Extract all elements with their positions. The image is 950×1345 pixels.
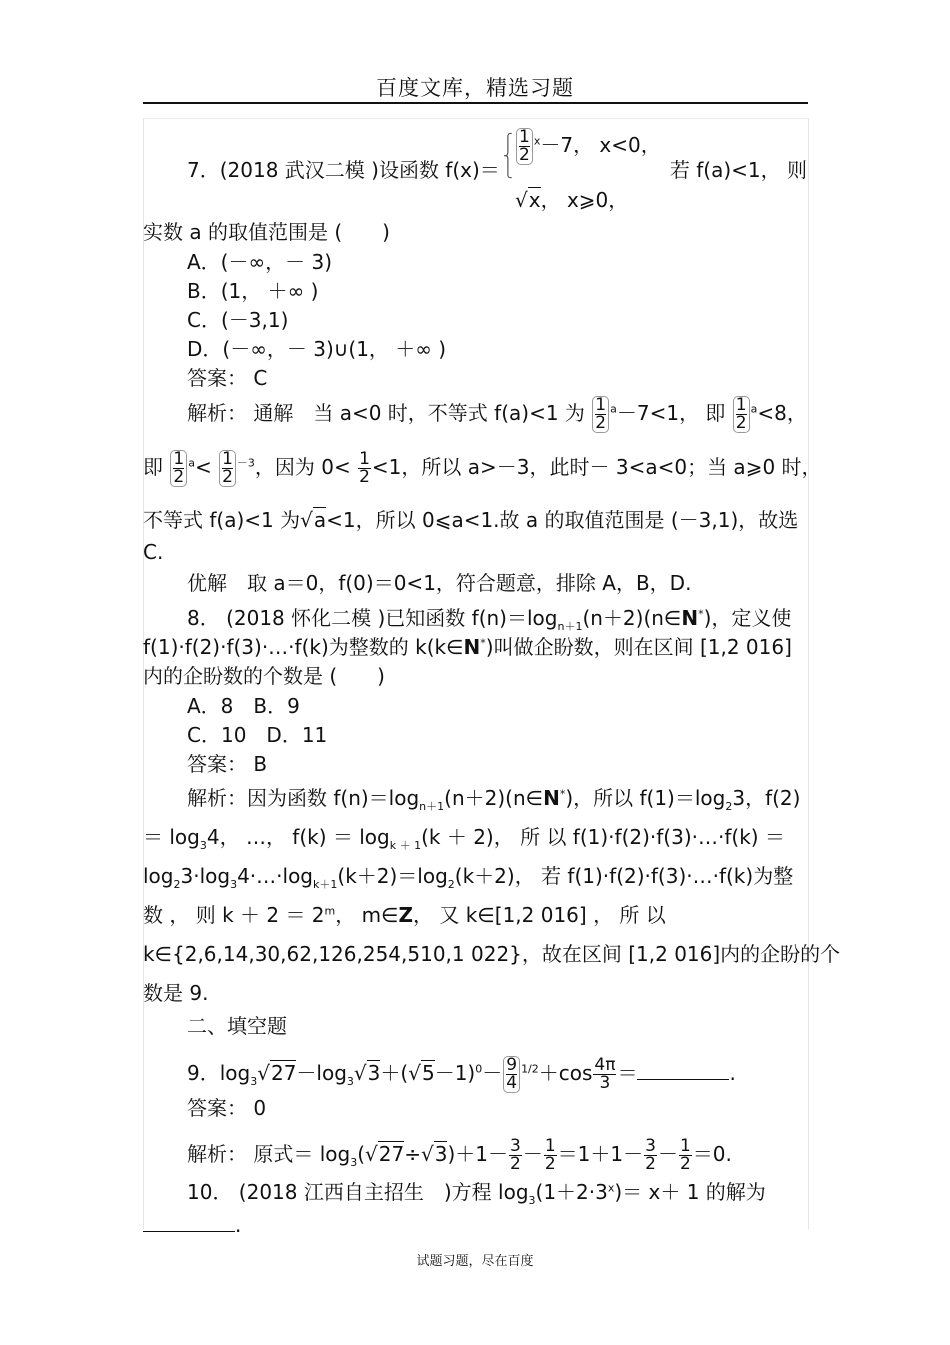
page-header: 百度文库，精选习题 xyxy=(376,76,574,100)
section-title-fill-in: 二、填空题 xyxy=(187,1014,287,1038)
q7-answer: 答案： C xyxy=(187,366,268,390)
q7-option-c: C．(－3,1) xyxy=(187,308,289,332)
q9-solution: 解析： 原式＝ $\log_3(√27\div√3)+1-$ $\frac{3}{2}$ － $\frac{1}{2}$ ＝1＋1－ $\frac{3}{2}$ － $\frac{1}{2}$ ＝0. xyxy=(187,1136,732,1174)
q7-piece-1: $\frac{1}{2}$ $^x$－7， x<0， xyxy=(515,128,661,165)
answer-blank[interactable] xyxy=(143,1213,235,1232)
q8-solution-line3: $\log_23\cdot\log_34\cdot\dots\cdot\log_{k+1}(k+2)=\log_2(k+2)$， 若 f(1)·f(2)·f(3)·…·f(k)为整 xyxy=(143,864,794,891)
q7-piece-2: √x， x⩾0， xyxy=(515,188,629,212)
q7-option-b: B．(1， ＋∞ ) xyxy=(187,279,319,303)
q10-answer-line: . xyxy=(143,1213,241,1235)
q8-stem-line1: 8． (2018 怀化二模 )已知函数 $f(n)=\log_{n+1}(n+2)(n\in N^*)$，定义使 xyxy=(187,606,792,633)
q7-solution-line1: 解析： 通解 当 a<0 时，不等式 f(a)<1 为 $\frac{1}{2}$ $^a$－7<1， 即 $\frac{1}{2}$ $^a$<8， xyxy=(187,395,807,433)
piecewise-brace: ⎧ ⎨ ⎩ xyxy=(503,134,513,179)
q7-stem-end: 若 f(a)<1， 则 xyxy=(669,158,807,182)
half-fraction: $\frac{1}{2}$ xyxy=(516,128,533,165)
q8-answer: 答案： B xyxy=(187,752,268,776)
q8-solution-line4: 数 ， 则 $k + 2 = 2^m$， m∈Z， 又 k∈[1,2 016] ， 所 以 xyxy=(143,903,666,927)
q7-option-a: A．(－∞，－ 3) xyxy=(187,250,333,274)
q7-stem-line2: 实数 a 的取值范围是 ( ) xyxy=(143,220,390,244)
q8-solution-line2: ＝ $\log_34$， …， $f(k) = \log_{k + 1}(k + 2)$， 所 以 f(1)·f(2)·f(3)·…·f(k) ＝ xyxy=(143,825,785,852)
q8-solution-line1: 解析：因为函数 $f(n)=\log_{n+1}(n+2)(n\in N^*)$，所以 $f(1)=\log_23$，f(2) xyxy=(187,786,801,813)
page-footer: 试题习题，尽在百度 xyxy=(416,1254,534,1269)
q9-answer: 答案： 0 xyxy=(187,1096,267,1120)
q8-solution-line5: k∈{2,6,14,30,62,126,254,510,1 022}，故在区间 [1,2 016]内的企盼的个 xyxy=(143,942,841,966)
q7-optimal-solution: 优解 取 a＝0，f(0)＝0<1，符合题意，排除 A，B，D. xyxy=(187,571,692,595)
q7-option-d: D．(－∞，－ 3)∪(1， ＋∞ ) xyxy=(187,337,447,361)
q8-options-ab: A．8 B．9 xyxy=(187,694,300,718)
q8-stem-line2: f(1)·f(2)·f(3)·…·f(k)为整数的 k(k∈N*)叫做企盼数，则在区间 [1,2 016] xyxy=(143,635,792,659)
answer-blank[interactable] xyxy=(637,1061,729,1080)
q10-stem: 10． (2018 江西自主招生 )方程 $\log_3(1+2\cdot 3^x)= x+ 1$ 的解为 xyxy=(187,1180,766,1207)
q8-options-cd: C．10 D．11 xyxy=(187,723,328,747)
q7-solution-line4: C. xyxy=(143,540,164,564)
q7-solution-line2: 即 $\frac{1}{2}$ $^a$< $\frac{1}{2}$ $^{-3}$，因为 0< $\frac{1}{2}$ <1，所以 a>－3，此时－ 3<a<0；当 a⩾0 时， xyxy=(143,449,822,487)
header-rule xyxy=(143,102,808,104)
q9-stem: 9．$\log_3√27-\log_3√3+(√5-1)^0-$ $\frac{9}{4}$ $^{1/2}$＋cos $\frac{4\pi}{3}$ ＝ . xyxy=(187,1055,736,1093)
q7-stem-start: 7．(2018 武汉二模 )设函数 f(x)＝ xyxy=(187,158,500,182)
q8-stem-line3: 内的企盼数的个数是 ( ) xyxy=(143,664,385,688)
q7-solution-line3: 不等式 f(a)<1 为√a<1，所以 0⩽a<1.故 a 的取值范围是 (－3,1)，故选 xyxy=(143,508,799,532)
q8-solution-line6: 数是 9. xyxy=(143,981,209,1005)
